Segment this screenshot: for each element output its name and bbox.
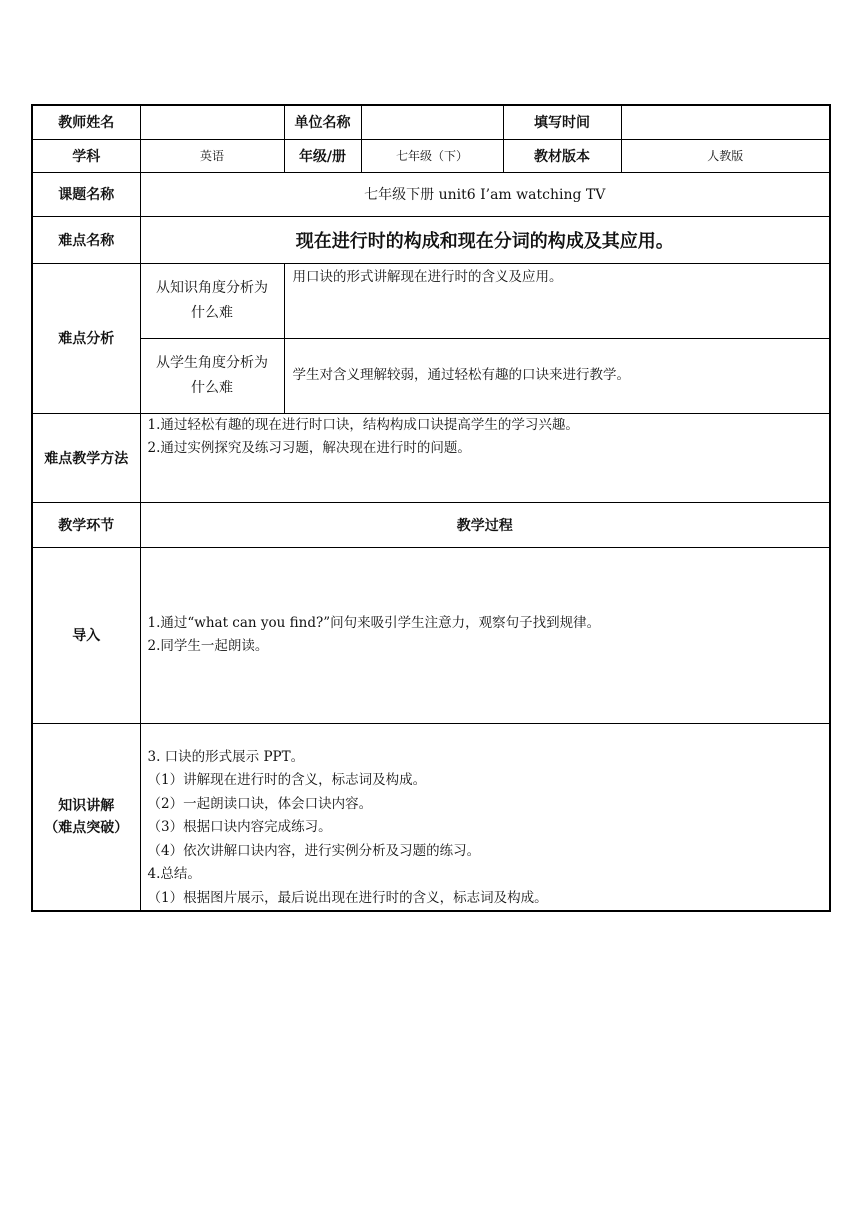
knowledge-angle-label-line-1: 从知识角度分析为	[156, 279, 268, 296]
process-label: 教学过程	[140, 502, 830, 547]
student-angle-label-line-2: 什么难	[191, 379, 233, 396]
fill-time-value	[621, 105, 830, 139]
knowledge-line-1: 3. 口诀的形式展示 PPT。	[147, 748, 305, 765]
knowledge-line-2: （1）讲解现在进行时的含义，标志词及构成。	[147, 772, 427, 788]
difficulty-label: 难点名称	[32, 216, 140, 263]
method-row	[32, 413, 830, 502]
header-row-1	[32, 105, 830, 139]
analysis-row-knowledge	[32, 263, 830, 338]
process-header-row	[32, 502, 830, 547]
lesson-plan-table	[31, 104, 831, 912]
knowledge-line-7: （1）根据图片展示，最后说出现在进行时的含义，标志词及构成。	[147, 889, 548, 906]
grade-value: 七年级（下）	[361, 139, 503, 172]
intro-line-2: 2.同学生一起朗读。	[147, 638, 269, 654]
knowledge-label-line-2: （难点突破）	[44, 819, 129, 836]
stage-label: 教学环节	[32, 502, 140, 547]
header-row-2	[32, 139, 830, 172]
unit-name-value	[361, 105, 503, 139]
intro-content	[140, 547, 830, 723]
knowledge-line-3: （2）一起朗读口诀，体会口诀内容。	[147, 795, 373, 812]
knowledge-line-4: （3）根据口诀内容完成练习。	[147, 819, 332, 835]
intro-row	[32, 547, 830, 723]
difficulty-value: 现在进行时的构成和现在分词的构成及其应用。	[140, 216, 830, 263]
analysis-label: 难点分析	[32, 263, 140, 413]
knowledge-row	[32, 723, 830, 911]
knowledge-angle-text: 用口诀的形式讲解现在进行时的含义及应用。	[284, 263, 830, 338]
topic-value: 七年级下册 unit6 I’am watching TV	[140, 172, 830, 216]
student-angle-label-line-1: 从学生角度分析为	[156, 354, 268, 371]
student-angle-label	[140, 338, 284, 413]
grade-label: 年级/册	[284, 139, 361, 172]
method-content	[140, 413, 830, 502]
knowledge-line-5: （4）依次讲解口诀内容，进行实例分析及习题的练习。	[147, 842, 481, 859]
teacher-name-value	[140, 105, 284, 139]
knowledge-angle-label-line-2: 什么难	[191, 304, 233, 321]
method-label: 难点教学方法	[32, 413, 140, 502]
unit-name-label: 单位名称	[284, 105, 361, 139]
knowledge-label	[32, 723, 140, 911]
analysis-row-student	[32, 338, 830, 413]
method-line-2: 2.通过实例探究及练习习题，解决现在进行时的问题。	[147, 439, 471, 456]
topic-row	[32, 172, 830, 216]
student-angle-text: 学生对含义理解较弱，通过轻松有趣的口诀来进行教学。	[284, 338, 830, 413]
subject-value: 英语	[140, 139, 284, 172]
knowledge-content	[140, 723, 830, 911]
subject-label: 学科	[32, 139, 140, 172]
lesson-plan-document	[31, 104, 829, 912]
intro-line-1: 1.通过“what can you find?”问句来吸引学生注意力，观察句子找到规律。	[147, 615, 601, 631]
topic-label: 课题名称	[32, 172, 140, 216]
knowledge-line-6: 4.总结。	[147, 866, 201, 882]
edition-value: 人教版	[621, 139, 830, 172]
fill-time-label: 填写时间	[503, 105, 621, 139]
method-line-1: 1.通过轻松有趣的现在进行时口诀，结构构成口诀提高学生的学习兴趣。	[147, 416, 579, 433]
edition-label: 教材版本	[503, 139, 621, 172]
knowledge-angle-label	[140, 263, 284, 338]
knowledge-label-line-1: 知识讲解	[58, 797, 115, 814]
difficulty-row	[32, 216, 830, 263]
intro-label: 导入	[32, 547, 140, 723]
teacher-name-label: 教师姓名	[32, 105, 140, 139]
